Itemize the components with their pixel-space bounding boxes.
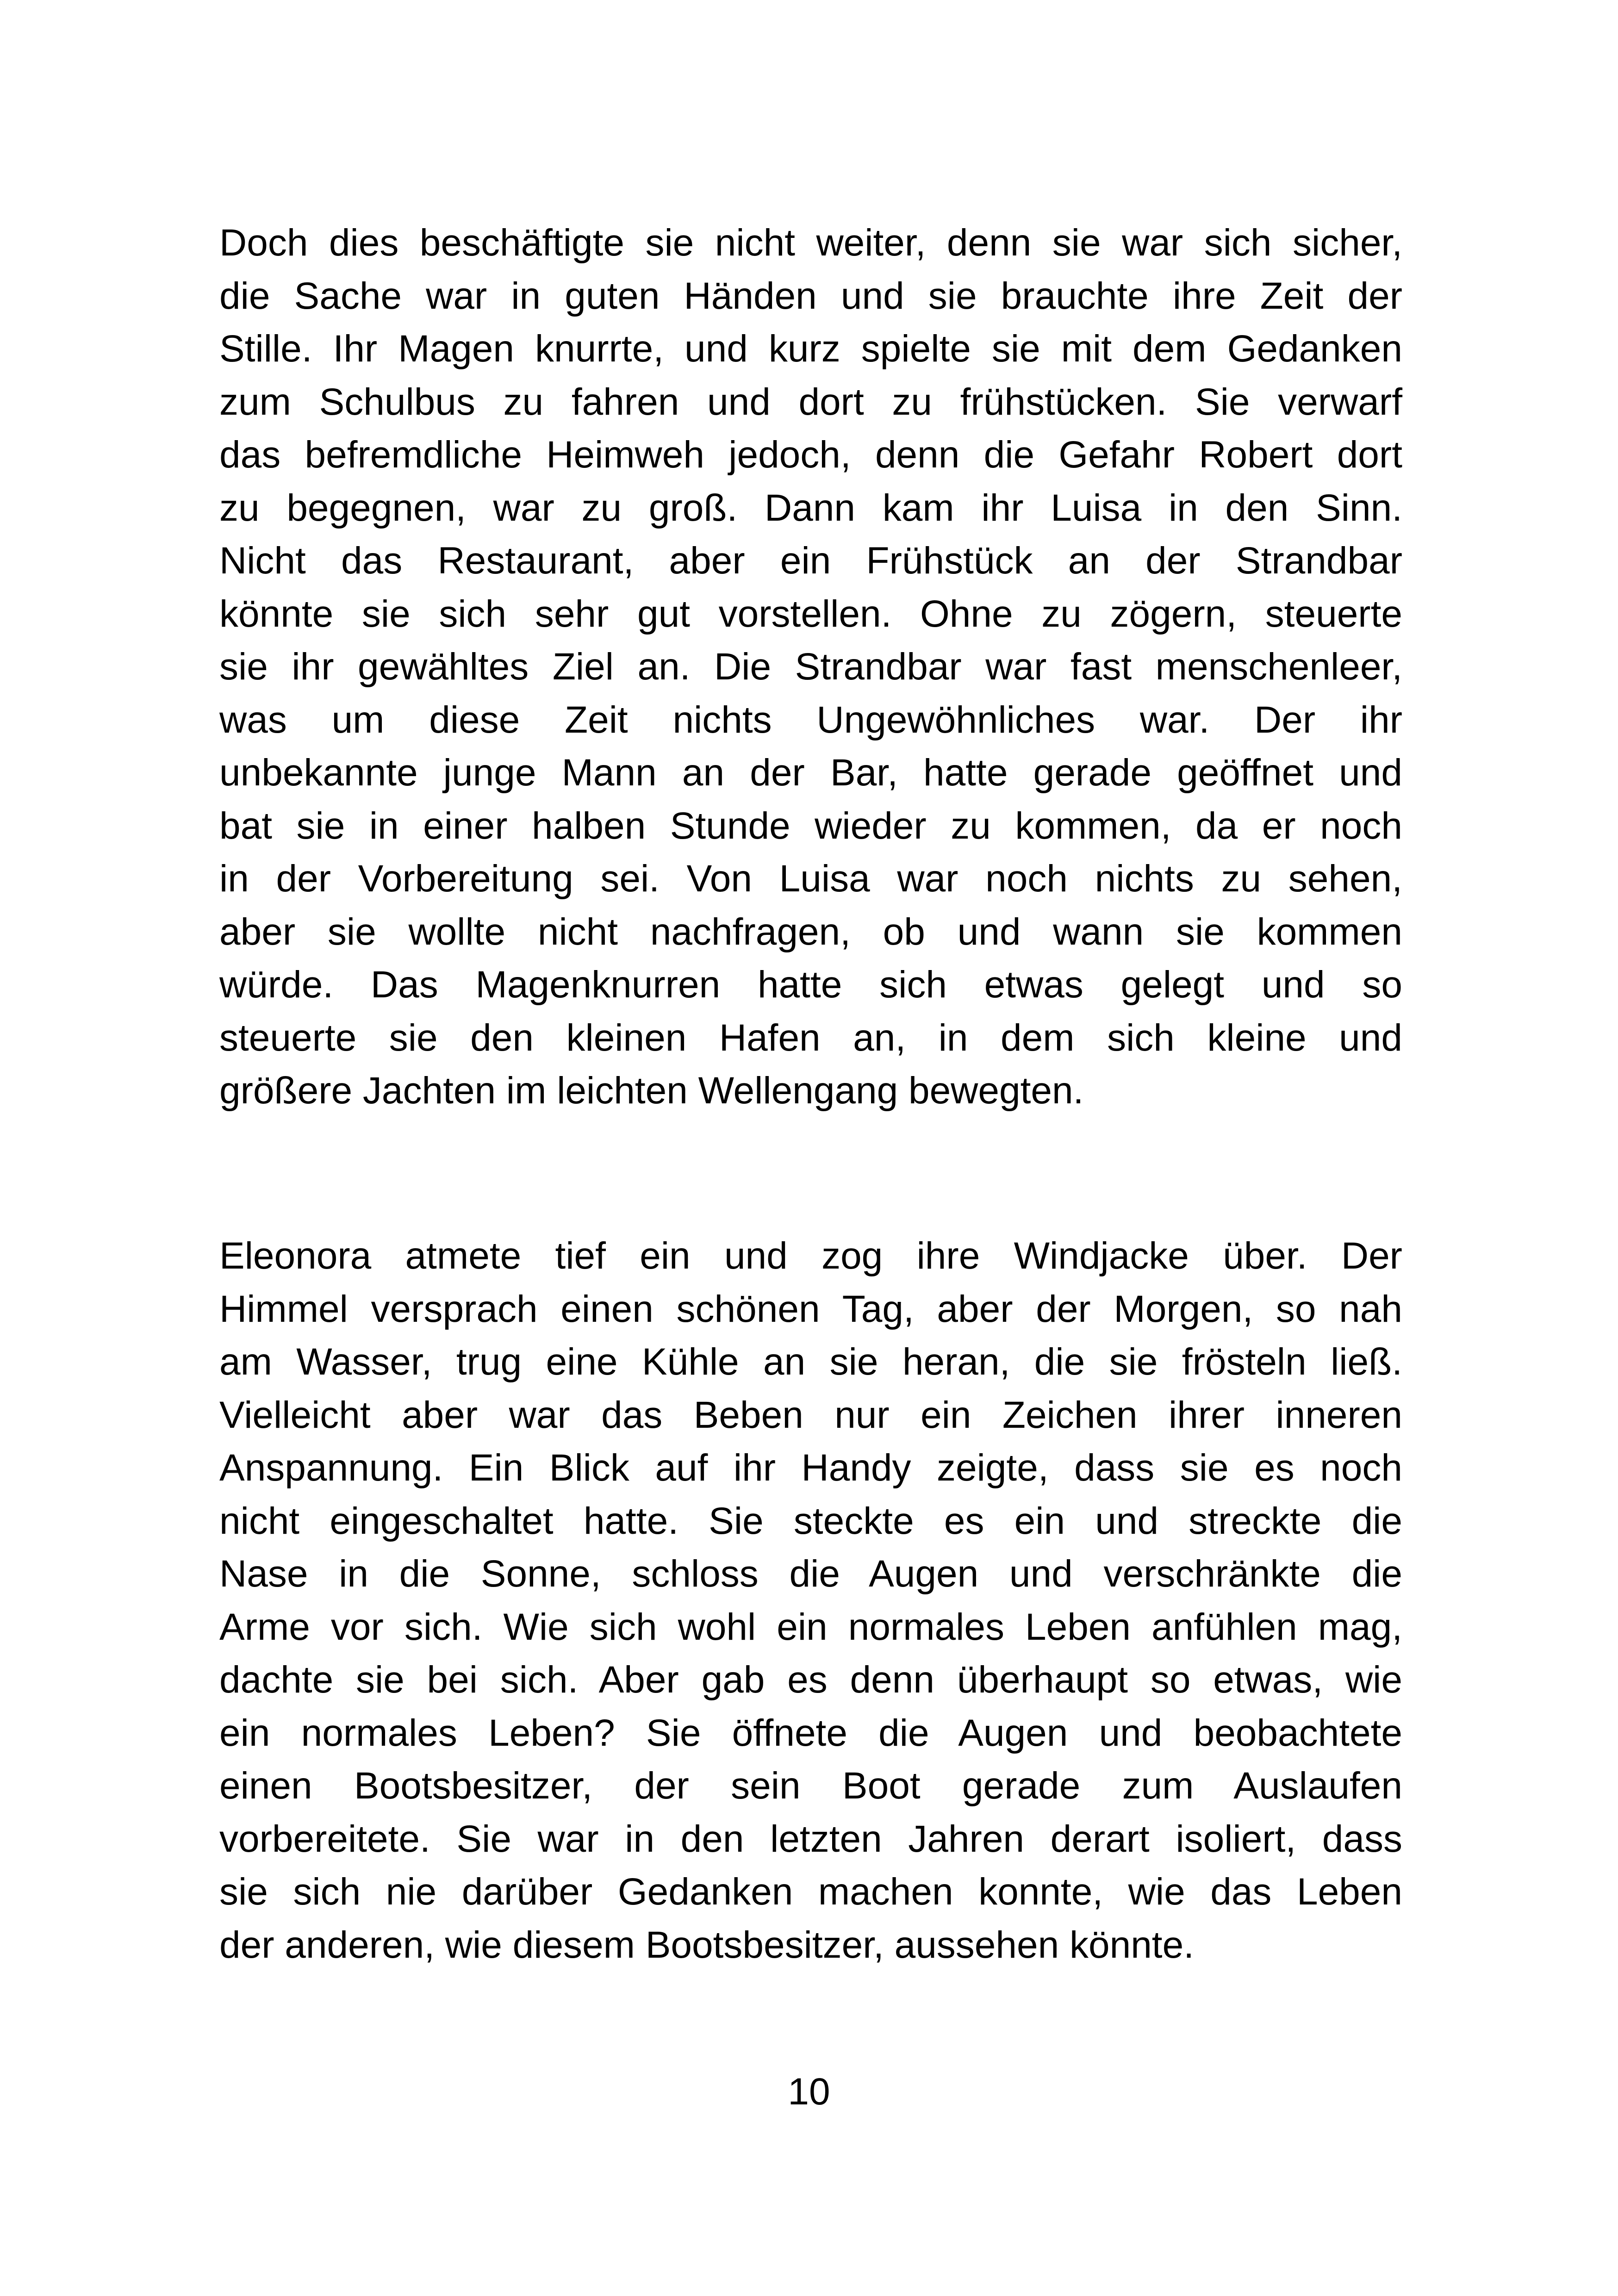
text-line: vorbereitete. Sie war in den letzten Jahren derart isoliert, dass xyxy=(219,1817,1402,1860)
text-line: Stille. Ihr Magen knurrte, und kurz spielte sie mit dem Gedanken xyxy=(219,328,1402,370)
page-number: 10 xyxy=(788,2071,830,2113)
text-line: das befremdliche Heimweh jedoch, denn die Gefahr Robert dort xyxy=(219,434,1402,476)
text-line: am Wasser, trug eine Kühle an sie heran, die sie frösteln ließ. xyxy=(219,1341,1402,1383)
text-line: nicht eingeschaltet hatte. Sie steckte es ein und streckte die xyxy=(219,1500,1402,1542)
paragraph-2 xyxy=(219,1230,1402,1972)
text-line: Doch dies beschäftigte sie nicht weiter, denn sie war sich sicher, xyxy=(219,222,1402,264)
text-line: Eleonora atmete tief ein und zog ihre Windjacke über. Der xyxy=(219,1235,1402,1277)
text-line: ein normales Leben? Sie öffnete die Augen und beobachtete xyxy=(219,1711,1402,1754)
text-line: zu begegnen, war zu groß. Dann kam ihr Luisa in den Sinn. xyxy=(219,486,1402,529)
text-line: Vielleicht aber war das Beben nur ein Zeichen ihrer inneren xyxy=(219,1394,1402,1436)
text-line: Anspannung. Ein Blick auf ihr Handy zeigte, dass sie es noch xyxy=(219,1447,1402,1489)
text-line: Arme vor sich. Wie sich wohl ein normales Leben anfühlen mag, xyxy=(219,1605,1402,1648)
text-line: würde. Das Magenknurren hatte sich etwas gelegt und so xyxy=(219,964,1402,1006)
text-line: unbekannte junge Mann an der Bar, hatte gerade geöffnet und xyxy=(219,752,1402,794)
text-line: der anderen, wie diesem Bootsbesitzer, aussehen könnte. xyxy=(219,1923,1194,1966)
text-line: sie ihr gewähltes Ziel an. Die Strandbar war fast menschenleer, xyxy=(219,646,1402,688)
text-line: Nicht das Restaurant, aber ein Frühstück an der Strandbar xyxy=(219,540,1402,582)
text-line: Himmel versprach einen schönen Tag, aber der Morgen, so nah xyxy=(219,1288,1402,1330)
text-line: Nase in die Sonne, schloss die Augen und verschränkte die xyxy=(219,1553,1402,1595)
text-line: sie sich nie darüber Gedanken machen konnte, wie das Leben xyxy=(219,1871,1402,1913)
text-line: was um diese Zeit nichts Ungewöhnliches war. Der ihr xyxy=(219,698,1402,741)
text-line: einen Bootsbesitzer, der sein Boot gerade zum Auslaufen xyxy=(219,1765,1402,1807)
text-line: dachte sie bei sich. Aber gab es denn überhaupt so etwas, wie xyxy=(219,1659,1402,1701)
text-line: zum Schulbus zu fahren und dort zu frühstücken. Sie verwarf xyxy=(219,380,1402,423)
text-line: steuerte sie den kleinen Hafen an, in dem sich kleine und xyxy=(219,1016,1402,1059)
text-line: aber sie wollte nicht nachfragen, ob und wann sie kommen xyxy=(219,910,1402,953)
paragraph-1 xyxy=(219,217,1402,1118)
text-line: in der Vorbereitung sei. Von Luisa war noch nichts zu sehen, xyxy=(219,858,1402,900)
text-line: größere Jachten im leichten Wellengang bewegten. xyxy=(219,1070,1084,1112)
text-line: die Sache war in guten Händen und sie brauchte ihre Zeit der xyxy=(219,274,1402,317)
text-line: bat sie in einer halben Stunde wieder zu kommen, da er noch xyxy=(219,804,1402,847)
text-line: könnte sie sich sehr gut vorstellen. Ohne zu zögern, steuerte xyxy=(219,592,1402,635)
